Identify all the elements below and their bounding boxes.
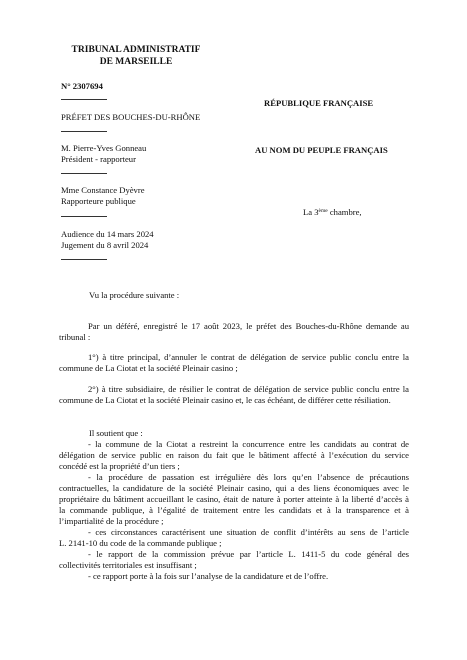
- paragraph-line: commune de La Ciotat et la société Pleinair casino ;: [59, 363, 238, 373]
- paragraph-subsidiary: [59, 384, 409, 406]
- case-number: N° 2307694: [61, 81, 103, 91]
- divider: [61, 259, 107, 260]
- divider: [61, 131, 107, 132]
- president-role: Président - rapporteur: [61, 154, 136, 164]
- republic-heading: RÉPUBLIQUE FRANÇAISE: [264, 98, 374, 108]
- rapporteur-name: Mme Constance Dyèvre: [61, 185, 145, 195]
- argument-line: l’impartialité de la procédure ;: [59, 516, 164, 526]
- chamber-line: [303, 206, 362, 218]
- divider: [61, 216, 107, 217]
- judgment-date: Jugement du 8 avril 2024: [61, 240, 149, 250]
- court-name: [54, 44, 218, 68]
- paragraph-deferral: [59, 321, 409, 343]
- paragraph-line: commune de La Ciotat et la société Pleinair casino et, le cas échéant, de différer cette résiliation.: [59, 395, 391, 405]
- argument-line: - la commune de la Ciotat a restreint la concurrence entre les candidats au contrat de: [88, 439, 409, 449]
- chamber-prefix: La 3: [303, 207, 319, 217]
- argument-line: collectivités territoriales est insuffisant ;: [59, 560, 197, 570]
- paragraph-line: 1°) à titre principal, d’annuler le contrat de délégation de service public conclu entre la: [88, 352, 409, 362]
- argument-list: [59, 439, 409, 582]
- rapporteur-role: Rapporteure publique: [61, 196, 136, 206]
- paragraph-line: tribunal :: [59, 332, 91, 342]
- argument-line: la commande publique, à l’égalité de traitement entre les candidats et à la transparence et à: [59, 505, 409, 515]
- party-name: PRÉFET DES BOUCHES-DU-RHÔNE: [61, 112, 201, 122]
- chamber-ordinal: ème: [318, 208, 328, 214]
- chamber-suffix: chambre,: [327, 207, 362, 217]
- argument-line: - la procédure de passation est irrégulière dès lors qu’en l’absence de précautions: [88, 472, 409, 482]
- argument-line: délégation de service public en raison du fait que le bâtiment affecté à l’exécution du service: [59, 450, 409, 460]
- argument-line: - le rapport de la commission prévue par l’article L. 1411-5 du code général des: [88, 549, 409, 559]
- argument-line: - ces circonstances caractérisent une situation de conflit d’intérêts au sens de l’article: [88, 527, 409, 537]
- procedure-heading: Vu la procédure suivante :: [89, 290, 180, 300]
- president-name: M. Pierre-Yves Gonneau: [61, 143, 147, 153]
- people-heading: AU NOM DU PEUPLE FRANÇAIS: [255, 145, 388, 155]
- paragraph-line: Par un déféré, enregistré le 17 août 2023, le préfet des Bouches-du-Rhône demande au: [88, 321, 409, 331]
- divider: [61, 173, 107, 174]
- argument-line: - ce rapport porte à la fois sur l’analyse de la candidature et de l’offre.: [88, 571, 329, 581]
- argument-line: contractuelles, la candidature de la société Pleinair casino, qui a des liens économiques avec le: [59, 483, 409, 493]
- soutient-heading: Il soutient que :: [89, 428, 143, 438]
- audience-date: Audience du 14 mars 2024: [61, 229, 154, 239]
- court-name-line2: DE MARSEILLE: [99, 57, 173, 67]
- argument-line: L. 2141-10 du code de la commande publique ;: [59, 538, 222, 548]
- argument-line: concédé est la propriété d’un tiers ;: [59, 461, 180, 471]
- paragraph-principal: [59, 352, 409, 374]
- paragraph-line: 2°) à titre subsidiaire, de résilier le contrat de délégation de service public conclu entre la: [88, 384, 409, 394]
- divider: [61, 99, 107, 100]
- argument-line: propriétaire du bâtiment accueillant le casino, était de nature à porter atteinte à la liberté d’accès à: [59, 494, 409, 504]
- court-name-line1: TRIBUNAL ADMINISTRATIF: [71, 45, 201, 55]
